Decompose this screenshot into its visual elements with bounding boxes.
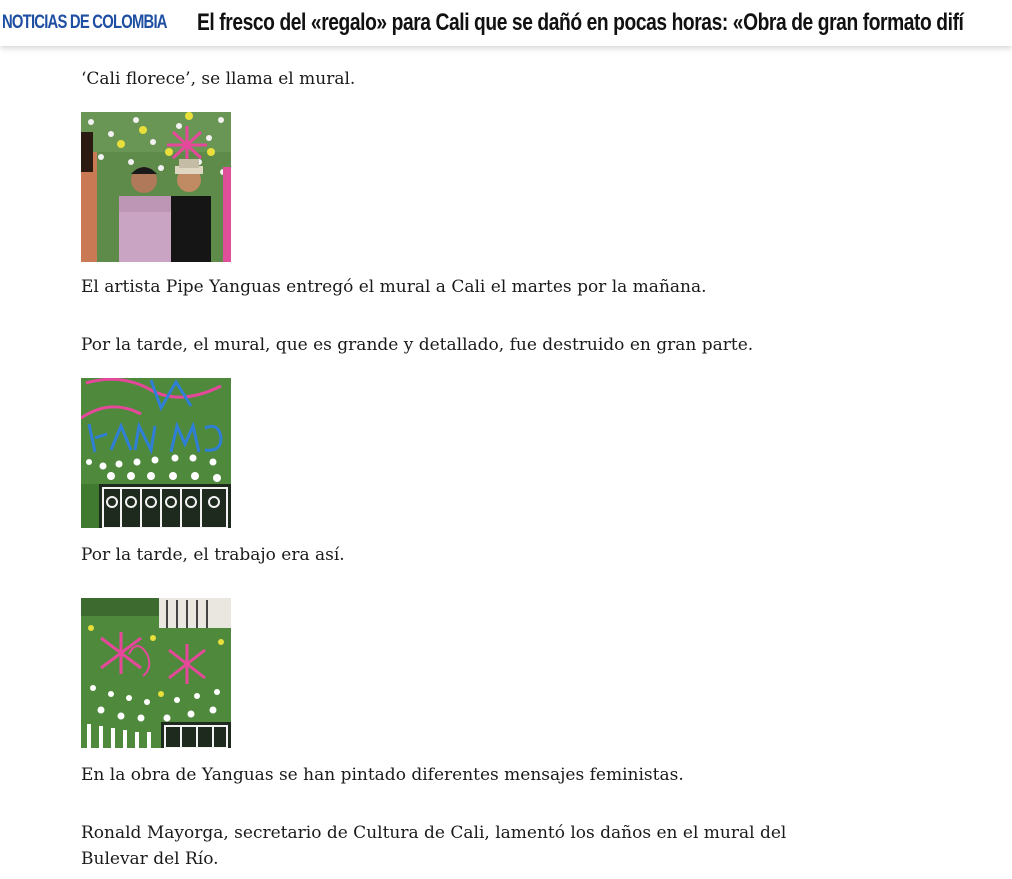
site-logo[interactable] [2,12,167,34]
site-name-text: NOTICIAS DE COLOMBIA [2,12,167,33]
paragraph-artist-delivered: El artista Pipe Yanguas entregó el mural a Cali el martes por la mañana. [81,277,707,297]
paragraph-secretary-statement: Ronald Mayorga, secretario de Cultura de Cali, lamentó los daños en el mural del Bulevar del Río. [81,823,787,869]
paragraph-feminist-messages: En la obra de Yanguas se han pintado diferentes mensajes feministas. [81,765,684,785]
article-headline: El fresco del «regalo» para Cali que se dañó en pocas horas: «Obra de gran formato difí [197,9,964,36]
mural-photo-feminist-messages[interactable] [81,598,231,748]
paragraph-mural-destroyed: Por la tarde, el mural, que es grande y detallado, fue destruido en gran parte. [81,335,754,355]
mural-photo-artists[interactable] [81,112,231,262]
mural-photo-graffiti[interactable] [81,378,231,528]
paragraph-mural-name: ‘Cali florece’, se llama el mural. [81,69,356,89]
paragraph-afternoon-work: Por la tarde, el trabajo era así. [81,545,345,565]
top-header-bar [0,0,1012,46]
